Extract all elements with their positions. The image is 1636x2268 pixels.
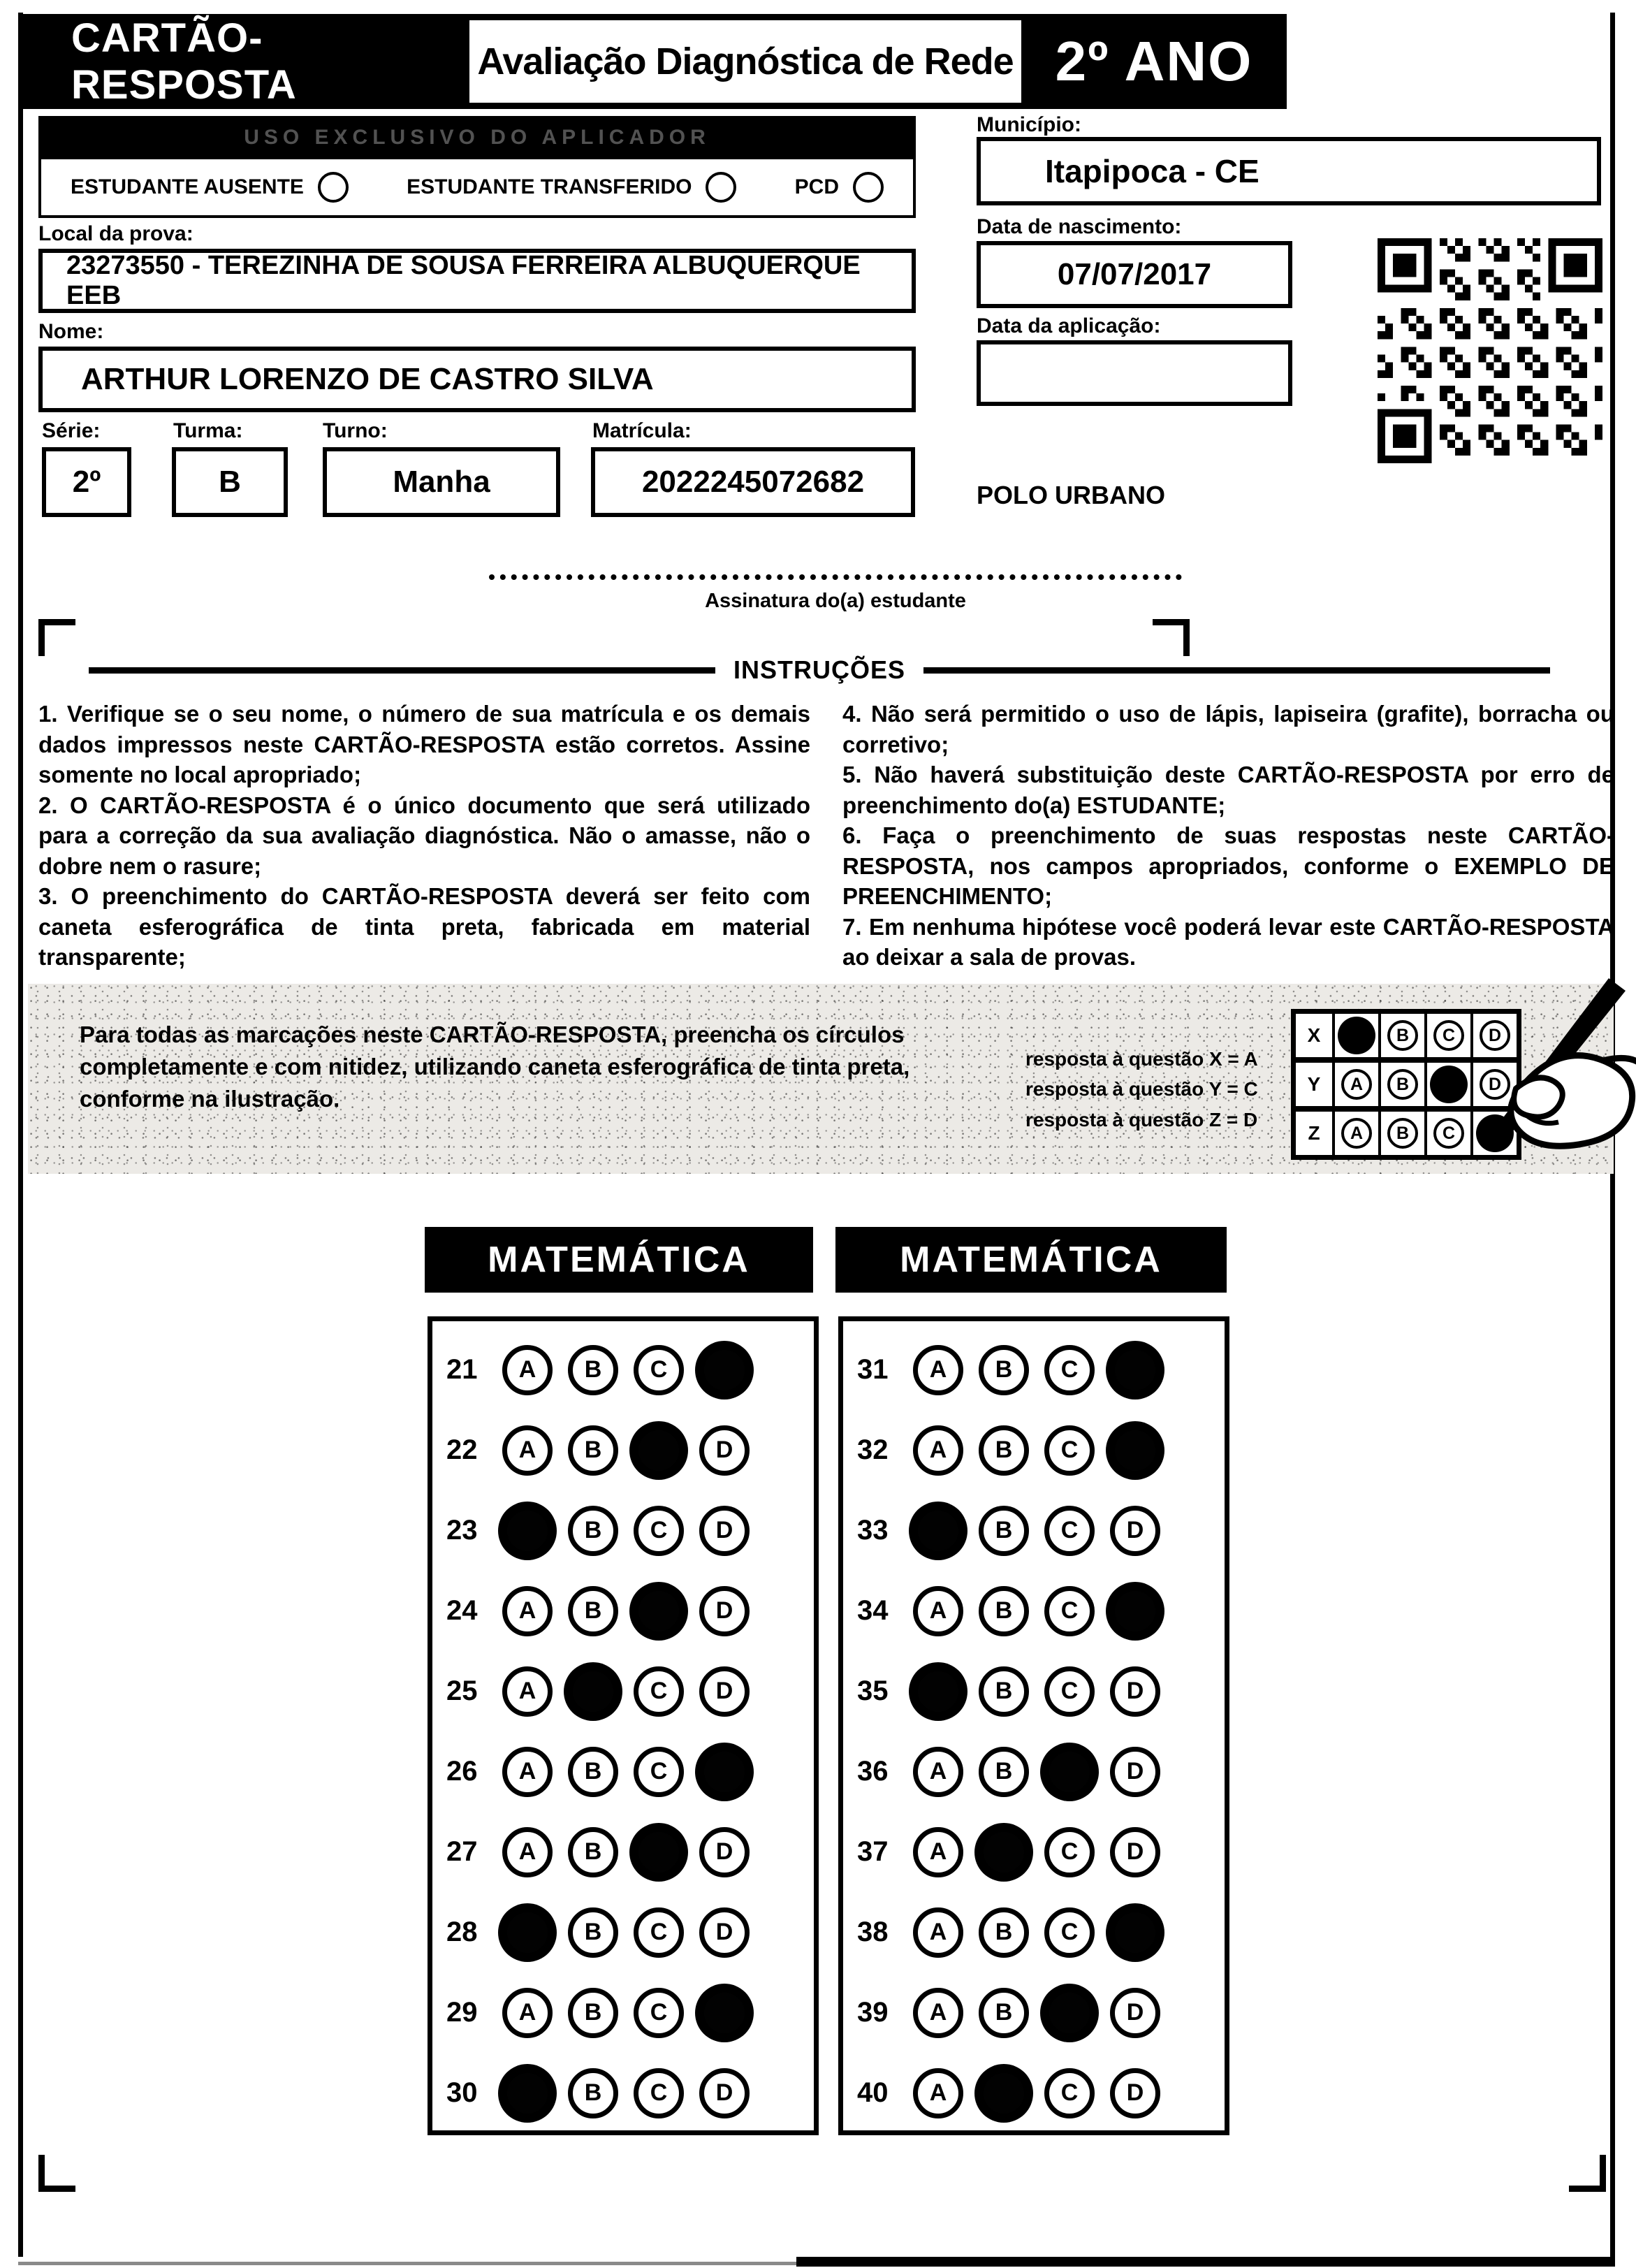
nome-label: Nome: xyxy=(38,320,104,343)
qr-code xyxy=(1378,236,1602,465)
example-bubble-b[interactable]: B xyxy=(1387,1118,1418,1149)
answer-bubble-b[interactable]: B xyxy=(568,1345,618,1395)
answer-bubble-b[interactable]: B xyxy=(568,1506,618,1556)
registration-mark xyxy=(38,619,75,656)
instruction-item: 5. Não haverá substituição deste CARTÃO-RESPOSTA por erro de preenchimento do(a) ESTUDANTE; xyxy=(842,762,1614,818)
student-name: ARTHUR LORENZO DE CASTRO SILVA xyxy=(81,362,654,396)
answer-bubble-a[interactable]: A xyxy=(913,2068,963,2118)
nome-value xyxy=(38,347,916,412)
applicator-use-bar xyxy=(38,116,916,159)
polo-label: POLO URBANO xyxy=(977,481,1165,509)
answer-bubble-c[interactable]: C xyxy=(1044,1666,1095,1717)
nascimento-value xyxy=(977,241,1292,308)
example-grid-cell xyxy=(1378,1063,1424,1106)
answer-bubble-d[interactable] xyxy=(699,1345,750,1395)
status-option xyxy=(795,172,884,203)
example-bubble-a[interactable] xyxy=(1341,1020,1372,1051)
example-grid-cell xyxy=(1332,1112,1378,1155)
header-subtitle-box xyxy=(469,20,1021,103)
answer-bubble-b[interactable]: B xyxy=(568,1907,618,1958)
instructions-left-column xyxy=(38,699,810,973)
answer-bubble-b[interactable] xyxy=(979,2068,1029,2118)
grade-label: 2º ANO xyxy=(1055,30,1253,92)
question-number: 21 xyxy=(446,1354,478,1385)
status-bubble[interactable] xyxy=(318,172,349,203)
answer-bubble-d[interactable]: D xyxy=(699,1506,750,1556)
answer-bubble-a[interactable]: A xyxy=(913,1988,963,2038)
answer-bubble-c[interactable]: C xyxy=(1044,1827,1095,1877)
answer-bubble-a[interactable]: A xyxy=(913,1586,963,1636)
question-row xyxy=(843,1892,1225,1972)
example-answer-line: resposta à questão X = A xyxy=(1025,1048,1258,1070)
example-bubble-c[interactable]: C xyxy=(1433,1118,1464,1149)
answer-bubble-b[interactable]: B xyxy=(979,1907,1029,1958)
instructions-right-column xyxy=(842,699,1614,973)
answer-bubble-d[interactable] xyxy=(1110,1345,1160,1395)
answer-bubble-d[interactable]: D xyxy=(1110,1747,1160,1797)
answer-bubble-a[interactable] xyxy=(913,1666,963,1717)
page-title: CARTÃO-RESPOSTA xyxy=(71,15,297,108)
answer-bubble-a[interactable]: A xyxy=(913,1827,963,1877)
registration-mark xyxy=(1569,2155,1606,2192)
question-number: 25 xyxy=(446,1675,478,1706)
instruction-item: 6. Faça o preenchimento de suas respostas neste CARTÃO-RESPOSTA, nos campos apropriados, conforme o EXEMPLO DE PREENCHIMENTO; xyxy=(842,822,1614,910)
school-name: 23273550 - TEREZINHA DE SOUSA FERREIRA ALBUQUERQUE EEB xyxy=(66,251,861,310)
question-row xyxy=(432,1892,814,1972)
status-bubble[interactable] xyxy=(706,172,736,203)
hand-with-pen-icon xyxy=(1422,977,1636,1172)
answer-bubble-d[interactable] xyxy=(1110,1907,1160,1958)
answer-bubble-a[interactable]: A xyxy=(502,1425,553,1476)
example-bubble-c[interactable]: C xyxy=(1433,1020,1464,1051)
question-row xyxy=(843,1490,1225,1571)
answer-bubble-c[interactable]: C xyxy=(634,1747,684,1797)
answer-bubble-a[interactable]: A xyxy=(913,1747,963,1797)
answer-bubble-b[interactable]: B xyxy=(568,1586,618,1636)
question-number: 38 xyxy=(857,1917,889,1947)
local-da-prova-value xyxy=(38,249,916,313)
example-answer-line: resposta à questão Z = D xyxy=(1025,1108,1258,1131)
answer-bubble-c[interactable] xyxy=(634,1586,684,1636)
answer-bubble-b[interactable] xyxy=(568,1666,618,1717)
registration-mark xyxy=(1153,619,1190,656)
question-row xyxy=(843,2053,1225,2133)
turma-value xyxy=(172,447,288,517)
answer-bubble-d[interactable] xyxy=(699,1747,750,1797)
question-row xyxy=(432,1812,814,1892)
answer-bubble-c[interactable] xyxy=(634,1827,684,1877)
example-answer-key xyxy=(1025,1044,1258,1135)
question-row xyxy=(843,1812,1225,1892)
turno-text: Manha xyxy=(393,465,490,499)
answer-bubble-c[interactable]: C xyxy=(1044,1907,1095,1958)
answer-bubble-d[interactable]: D xyxy=(699,2068,750,2118)
question-row xyxy=(432,1651,814,1731)
answer-bubble-c[interactable]: C xyxy=(1044,1425,1095,1476)
answer-bubble-a[interactable]: A xyxy=(502,1586,553,1636)
question-number: 39 xyxy=(857,1997,889,2028)
question-number: 24 xyxy=(446,1595,478,1626)
answer-bubble-b[interactable]: B xyxy=(979,1345,1029,1395)
question-number: 22 xyxy=(446,1434,478,1465)
question-row xyxy=(843,1972,1225,2053)
question-number: 31 xyxy=(857,1354,889,1385)
example-grid-cell xyxy=(1378,1014,1424,1057)
example-bubble-a[interactable]: A xyxy=(1341,1118,1372,1149)
answer-bubble-d[interactable]: D xyxy=(1110,2068,1160,2118)
question-row xyxy=(843,1731,1225,1812)
instruction-item: 4. Não será permitido o uso de lápis, lapiseira (grafite), borracha ou corretivo; xyxy=(842,701,1614,757)
answer-bubble-c[interactable]: C xyxy=(1044,2068,1095,2118)
question-number: 26 xyxy=(446,1756,478,1787)
answer-bubble-c[interactable]: C xyxy=(634,1907,684,1958)
status-option-label: ESTUDANTE TRANSFERIDO xyxy=(407,175,692,198)
divider xyxy=(923,667,1550,674)
question-row xyxy=(432,1972,814,2053)
status-option xyxy=(71,172,349,203)
example-bubble-a[interactable]: A xyxy=(1341,1069,1372,1100)
answer-bubble-c[interactable]: C xyxy=(1044,1586,1095,1636)
serie-text: 2º xyxy=(72,465,101,499)
question-number: 36 xyxy=(857,1756,889,1787)
serie-label: Série: xyxy=(42,419,101,442)
answer-bubble-d[interactable]: D xyxy=(699,1586,750,1636)
answer-bubble-a[interactable]: A xyxy=(913,1425,963,1476)
turma-label: Turma: xyxy=(173,419,243,442)
answer-bubble-c[interactable]: C xyxy=(634,1345,684,1395)
signature-area[interactable] xyxy=(489,574,1182,613)
answer-bubble-d[interactable]: D xyxy=(1110,1666,1160,1717)
example-grid-cell xyxy=(1332,1014,1378,1057)
question-row xyxy=(432,1731,814,1812)
assessment-name: Avaliação Diagnóstica de Rede xyxy=(477,41,1014,82)
serie-value xyxy=(42,447,131,517)
turma-text: B xyxy=(219,465,241,499)
answer-bubble-c[interactable]: C xyxy=(634,2068,684,2118)
status-option-label: ESTUDANTE AUSENTE xyxy=(71,175,304,198)
answer-bubble-d[interactable]: D xyxy=(1110,1827,1160,1877)
header-bar xyxy=(21,14,1287,109)
example-answer-line: resposta à questão Y = C xyxy=(1025,1078,1258,1100)
question-row xyxy=(843,1571,1225,1651)
question-number: 40 xyxy=(857,2077,889,2108)
student-status-row xyxy=(38,159,916,218)
applicator-use-text: USO EXCLUSIVO DO APLICADOR xyxy=(244,126,710,149)
signature-line[interactable] xyxy=(489,574,1182,580)
answer-bubble-d[interactable]: D xyxy=(699,1907,750,1958)
example-row-label: Z xyxy=(1308,1122,1320,1144)
section-header-matematica-2 xyxy=(835,1227,1227,1293)
question-number: 33 xyxy=(857,1515,889,1546)
answer-grid-31-40 xyxy=(838,1316,1229,2135)
answer-bubble-c[interactable]: C xyxy=(634,1506,684,1556)
question-number: 37 xyxy=(857,1836,889,1867)
instruction-item: 1. Verifique se o seu nome, o número de sua matrícula e os demais dados impressos neste CARTÃO-RESPOSTA estão corretos. Assine somente no local apropriado; xyxy=(38,701,810,788)
question-row xyxy=(843,1410,1225,1490)
turno-label: Turno: xyxy=(323,419,388,442)
question-row xyxy=(843,1651,1225,1731)
matricula-text: 2022245072682 xyxy=(641,465,865,499)
question-number: 35 xyxy=(857,1675,889,1706)
question-row xyxy=(843,1330,1225,1410)
section-title: MATEMÁTICA xyxy=(900,1240,1162,1280)
answer-bubble-c[interactable] xyxy=(1044,1747,1095,1797)
matricula-value xyxy=(591,447,915,517)
answer-bubble-c[interactable]: C xyxy=(634,1666,684,1717)
instruction-item: 2. O CARTÃO-RESPOSTA é o único documento que será utilizado para a correção da sua avaliação diagnóstica. Não o amasse, não o dobre nem o rasure; xyxy=(38,792,810,879)
answer-bubble-a[interactable]: A xyxy=(502,1666,553,1717)
instruction-item: 3. O preenchimento do CARTÃO-RESPOSTA deverá ser feito com caneta esferográfica de tinta preta, fabricada em material transparente; xyxy=(38,883,810,971)
answer-bubble-b[interactable] xyxy=(979,1827,1029,1877)
answer-bubble-b[interactable]: B xyxy=(568,1988,618,2038)
answer-bubble-c[interactable] xyxy=(1044,1988,1095,2038)
instruction-item: 7. Em nenhuma hipótese você poderá levar este CARTÃO-RESPOSTA ao deixar a sala de provas. xyxy=(842,913,1614,971)
answer-bubble-d[interactable]: D xyxy=(699,1827,750,1877)
example-bubble-b[interactable]: B xyxy=(1387,1069,1418,1100)
answer-bubble-b[interactable]: B xyxy=(568,2068,618,2118)
example-bubble-b[interactable]: B xyxy=(1387,1020,1418,1051)
instructions-header xyxy=(38,655,1614,685)
instructions-title: INSTRUÇÕES xyxy=(733,655,906,684)
status-option xyxy=(407,172,736,203)
answer-bubble-a[interactable]: A xyxy=(913,1907,963,1958)
answer-bubble-b[interactable]: B xyxy=(568,1425,618,1476)
question-row xyxy=(432,2053,814,2133)
example-grid-cell xyxy=(1378,1112,1424,1155)
answer-bubble-d[interactable]: D xyxy=(699,1425,750,1476)
answer-bubble-a[interactable]: A xyxy=(502,1988,553,2038)
fill-instructions-note: Para todas as marcações neste CARTÃO-RESPOSTA, preencha os círculos completamente e com nitidez, utilizando caneta esferográfica de tinta preta, conforme na ilustração. xyxy=(80,1022,910,1112)
example-bubble-d[interactable]: D xyxy=(1480,1020,1510,1051)
registration-mark xyxy=(38,2155,75,2192)
example-bubble-d[interactable]: D xyxy=(1480,1069,1510,1100)
divider xyxy=(89,667,715,674)
answer-bubble-b[interactable]: B xyxy=(979,1506,1029,1556)
signature-label: Assinatura do(a) estudante xyxy=(705,590,966,612)
question-number: 34 xyxy=(857,1595,889,1626)
answer-bubble-d[interactable] xyxy=(1110,1586,1160,1636)
answer-bubble-d[interactable]: D xyxy=(1110,1988,1160,2038)
fill-example-band xyxy=(28,984,1614,1174)
answer-bubble-a[interactable]: A xyxy=(502,1827,553,1877)
nascimento-text: 07/07/2017 xyxy=(1057,257,1212,291)
question-number: 28 xyxy=(446,1917,478,1947)
answer-bubble-b[interactable]: B xyxy=(979,1586,1029,1636)
question-number: 30 xyxy=(446,2077,478,2108)
page-border-left xyxy=(18,13,23,2257)
answer-bubble-b[interactable]: B xyxy=(979,1747,1029,1797)
local-da-prova-label: Local da prova: xyxy=(38,222,193,245)
instructions-section xyxy=(38,655,1614,973)
answer-bubble-a[interactable] xyxy=(502,1506,553,1556)
instructions-columns xyxy=(38,699,1614,973)
answer-bubble-b[interactable]: B xyxy=(979,1425,1029,1476)
example-row-label: Y xyxy=(1307,1073,1321,1095)
aplicacao-value xyxy=(977,340,1292,406)
answer-bubble-d[interactable]: D xyxy=(1110,1506,1160,1556)
answer-bubble-c[interactable]: C xyxy=(634,1988,684,2038)
page-border-bottom-bar xyxy=(796,2257,1615,2267)
section-header-matematica-1 xyxy=(425,1227,813,1293)
answer-bubble-a[interactable]: A xyxy=(502,1747,553,1797)
question-number: 23 xyxy=(446,1515,478,1546)
example-row-label: X xyxy=(1307,1024,1321,1046)
example-grid-cell xyxy=(1332,1063,1378,1106)
question-row xyxy=(432,1490,814,1571)
municipio-value xyxy=(977,137,1601,205)
section-title: MATEMÁTICA xyxy=(488,1240,750,1280)
answer-bubble-a[interactable] xyxy=(502,1907,553,1958)
status-option-label: PCD xyxy=(794,175,839,198)
turno-value xyxy=(323,447,560,517)
question-number: 32 xyxy=(857,1434,889,1465)
answer-bubble-d[interactable] xyxy=(699,1988,750,2038)
municipio-text: Itapipoca - CE xyxy=(1045,153,1259,189)
answer-bubble-b[interactable]: B xyxy=(979,1988,1029,2038)
answer-bubble-a[interactable] xyxy=(502,2068,553,2118)
answer-bubble-b[interactable]: B xyxy=(568,1747,618,1797)
question-row xyxy=(432,1330,814,1410)
answer-bubble-b[interactable]: B xyxy=(568,1827,618,1877)
answer-grid-21-30 xyxy=(428,1316,819,2135)
question-row xyxy=(432,1571,814,1651)
answer-bubble-d[interactable] xyxy=(1110,1425,1160,1476)
answer-bubble-c[interactable]: C xyxy=(1044,1345,1095,1395)
answer-bubble-c[interactable]: C xyxy=(1044,1506,1095,1556)
answer-bubble-d[interactable]: D xyxy=(699,1666,750,1717)
matricula-label: Matrícula: xyxy=(592,419,692,442)
answer-bubble-a[interactable] xyxy=(913,1506,963,1556)
answer-bubble-c[interactable] xyxy=(634,1425,684,1476)
aplicacao-label: Data da aplicação: xyxy=(977,314,1161,337)
nascimento-label: Data de nascimento: xyxy=(977,215,1182,238)
municipio-label: Município: xyxy=(977,113,1081,136)
question-number: 29 xyxy=(446,1997,478,2028)
answer-bubble-a[interactable]: A xyxy=(502,1345,553,1395)
question-row xyxy=(432,1410,814,1490)
question-number: 27 xyxy=(446,1836,478,1867)
answer-bubble-a[interactable]: A xyxy=(913,1345,963,1395)
answer-bubble-b[interactable]: B xyxy=(979,1666,1029,1717)
status-bubble[interactable] xyxy=(853,172,884,203)
